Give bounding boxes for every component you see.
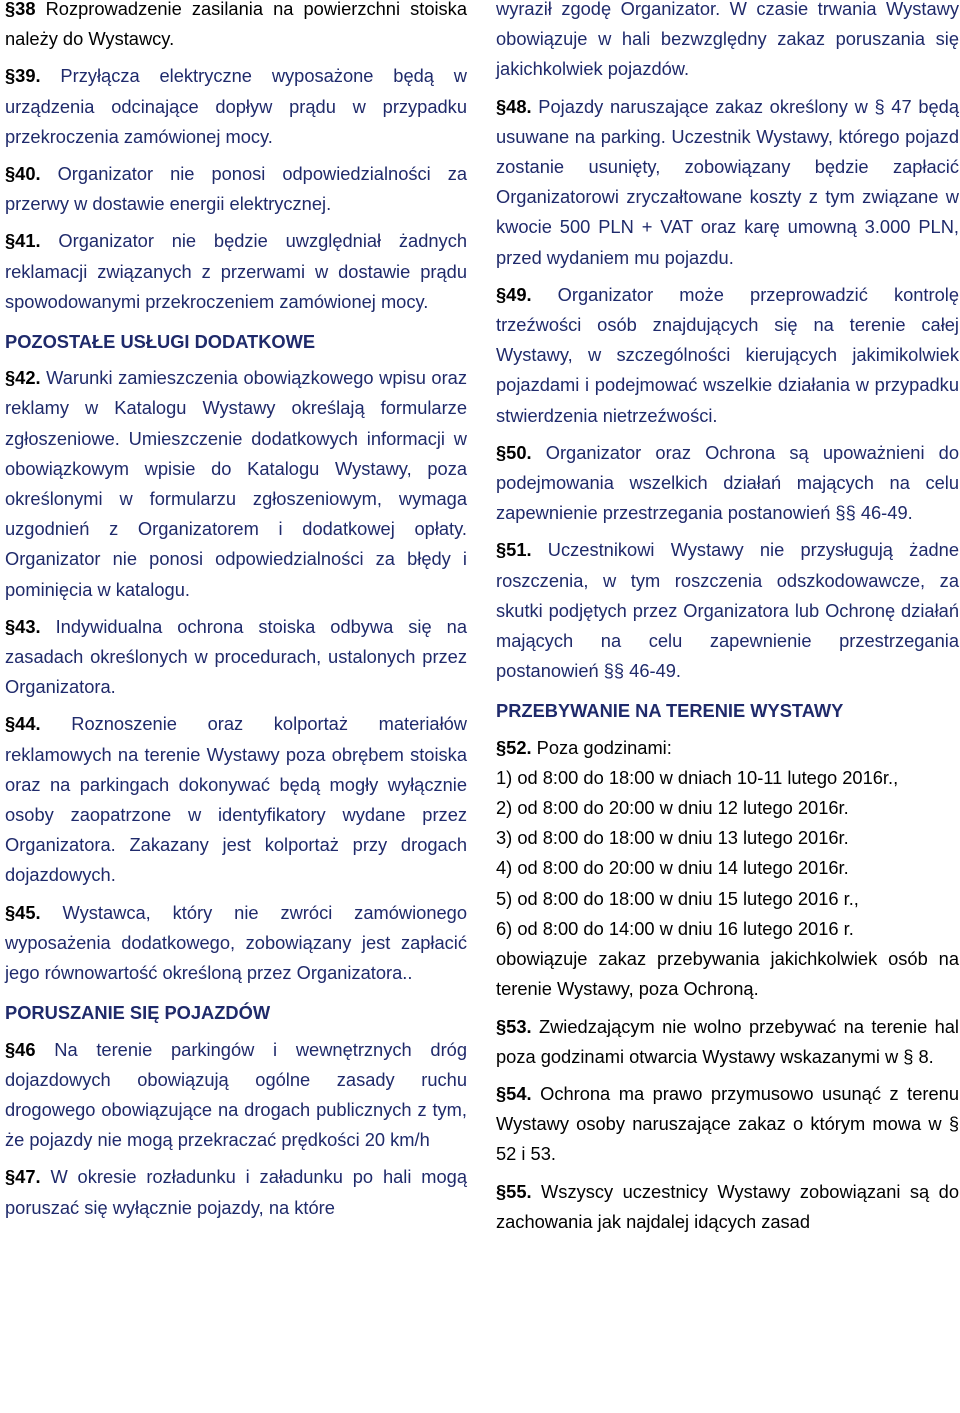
paragraph-text: Zwiedzającym nie wolno przebywać na terenie hal poza godzinami otwarcia Wystawy wskazanymi w § 8. bbox=[496, 1015, 959, 1067]
list-item: 6) od 8:00 do 14:00 w dniu 16 lutego 2016 r. bbox=[496, 917, 854, 939]
paragraph-number: §45. bbox=[5, 901, 41, 923]
paragraph-text: Organizator nie będzie uwzględniał żadnych reklamacji związanych z przerwami w dostawie prądu spowodowanymi przekroczeniem zamówionej mocy. bbox=[5, 230, 467, 312]
paragraph-text: Wszyscy uczestnicy Wystawy zobowiązani są do zachowania jak najdalej idących zasad bbox=[496, 1180, 959, 1232]
paragraph-number: §55. bbox=[496, 1180, 532, 1202]
paragraph-text: Warunki zamieszczenia obowiązkowego wpisu oraz reklamy w Katalogu Wystawy określają formularze zgłoszeniowe. Umieszczenie dodatkowych informacji w obowiązkowym wpisie do Katalogu Wystawy, poza określonymi w formularzu zgłoszeniowym, wymaga uzgodnień z Organizatorem i dodatkowej opłaty. Organizator nie ponosi odpowiedzialności za błędy i pominięcia w katalogu. bbox=[5, 367, 467, 600]
left-column bbox=[5, 0, 467, 1223]
paragraph-number: §44. bbox=[5, 713, 41, 735]
section-heading-vehicles: PORUSZANIE SIĘ POJAZDÓW bbox=[5, 1002, 271, 1024]
right-column bbox=[496, 0, 959, 1237]
paragraph-55 bbox=[496, 1177, 959, 1237]
paragraph-number: §54. bbox=[496, 1082, 532, 1104]
paragraph-number: §38 bbox=[5, 0, 36, 19]
list-item: 1) od 8:00 do 18:00 w dniach 10-11 lutego 2016r., bbox=[496, 766, 899, 788]
paragraph-text: Indywidualna ochrona stoiska odbywa się na zasadach określonych w procedurach, ustalonych przez Organizatora. bbox=[5, 615, 467, 698]
paragraph-number: §48. bbox=[496, 95, 532, 117]
list-item: 5) od 8:00 do 18:00 w dniu 15 lutego 2016 r., bbox=[496, 887, 859, 909]
paragraph-52 bbox=[496, 733, 959, 1005]
paragraph-text: Wystawca, który nie zwróci zamówionego wyposażenia dodatkowego, zobowiązany jest zapłacić jego równowartość określoną przez Organizatora.. bbox=[5, 901, 467, 984]
paragraph-text: wyraził zgodę Organizator. W czasie trwania Wystawy obowiązuje w hali bezwzględny zakaz poruszania się jakichkolwiek pojazdów. bbox=[496, 0, 959, 80]
paragraph-number: §40. bbox=[5, 163, 41, 185]
paragraph-text: Poza godzinami: bbox=[531, 736, 672, 758]
paragraph-text: Przyłącza elektryczne wyposażone będą w urządzenia odcinające dopływ prądu w przypadku przekroczenia zamówionej mocy. bbox=[5, 65, 467, 147]
paragraph-41 bbox=[5, 226, 467, 317]
paragraph-text: Organizator nie ponosi odpowiedzialności za przerwy w dostawie energii elektrycznej. bbox=[5, 163, 467, 215]
paragraph-number: §42. bbox=[5, 367, 41, 389]
paragraph-number: §49. bbox=[496, 283, 532, 305]
paragraph-39 bbox=[5, 61, 467, 152]
paragraph-40 bbox=[5, 159, 467, 219]
paragraph-number: §53. bbox=[496, 1015, 532, 1037]
section-heading-services: POZOSTAŁE USŁUGI DODATKOWE bbox=[5, 331, 316, 353]
paragraph-number: §39. bbox=[5, 65, 41, 87]
list-item: 2) od 8:00 do 20:00 w dniu 12 lutego 2016r. bbox=[496, 797, 849, 819]
paragraph-text: Pojazdy naruszające zakaz określony w § 47 będą usuwane na parking. Uczestnik Wystawy, którego pojazd zostanie usunięty, zobowiązany będzie zapłacić Organizatorowi zryczałtowane koszty z tym związane w kwocie 500 PLN + VAT oraz karę umowną 3.000 PLN, przed wydaniem mu pojazdu. bbox=[496, 95, 959, 268]
paragraph-42 bbox=[5, 363, 467, 605]
paragraph-number: §43. bbox=[5, 615, 41, 637]
paragraph-46 bbox=[5, 1035, 467, 1156]
paragraph-51 bbox=[496, 535, 959, 686]
paragraph-49 bbox=[496, 280, 959, 431]
paragraph-number: §46 bbox=[5, 1038, 36, 1060]
paragraph-53 bbox=[496, 1012, 959, 1072]
paragraph-text: Roznoszenie oraz kolportaż materiałów reklamowych na terenie Wystawy poza obrębem stoiska oraz na parkingach dokonywać będą mogły wyłącznie osoby zaopatrzone w identyfikatory wydane przez Organizatora. Zakazany jest kolportaż przy drogach dojazdowych. bbox=[5, 713, 467, 886]
paragraph-number: §51. bbox=[496, 539, 532, 561]
paragraph-number: §52. bbox=[496, 736, 532, 758]
paragraph-52-outro: obowiązuje zakaz przebywania jakichkolwiek osób na terenie Wystawy, poza Ochroną. bbox=[496, 948, 959, 1000]
paragraph-number: §50. bbox=[496, 441, 532, 463]
paragraph-text: W okresie rozładunku i załadunku po hali mogą poruszać się wyłącznie pojazdy, na które bbox=[5, 1166, 467, 1218]
paragraph-54 bbox=[496, 1079, 959, 1170]
paragraph-number: §47. bbox=[5, 1166, 41, 1188]
paragraph-43 bbox=[5, 612, 467, 703]
paragraph-45 bbox=[5, 898, 467, 989]
paragraph-text: Organizator oraz Ochrona są upoważnieni do podejmowania wszelkich działań mających na celu zapewnienie przestrzegania postanowień §§ 46-49. bbox=[496, 441, 959, 524]
paragraph-text: Na terenie parkingów i wewnętrznych dróg dojazdowych obowiązują ogólne zasady ruchu drogowego obowiązujące na drogach publicznych z tym, że pojazdy nie mogą przekraczać prędkości 20 km/h bbox=[5, 1038, 467, 1151]
paragraph-47 bbox=[5, 1162, 467, 1222]
paragraph-48 bbox=[496, 92, 959, 273]
paragraph-text: Uczestnikowi Wystawy nie przysługują żadne roszczenia, w tym roszczenia odszkodowawcze, za skutki podjętych przez Organizatora lub Ochronę działań mających na celu zapewnienie przestrzegania postanowień §§ 46-49. bbox=[496, 539, 959, 682]
paragraph-50 bbox=[496, 438, 959, 529]
paragraph-44 bbox=[5, 709, 467, 890]
paragraph-text: Organizator może przeprowadzić kontrolę trzeźwości osób znajdujących się na terenie całej Wystawy, w szczególności kierujących jakimikolwiek pojazdami i podejmować wszelkie działania w przypadku stwierdzenia nietrzeźwości. bbox=[496, 283, 959, 426]
paragraph-text: Rozprowadzenie zasilania na powierzchni stoiska należy do Wystawcy. bbox=[5, 0, 467, 50]
paragraph-text: Ochrona ma prawo przymusowo usunąć z terenu Wystawy osoby naruszające zakaz o którym mowa w § 52 i 53. bbox=[496, 1082, 959, 1165]
paragraph-number: §41. bbox=[5, 230, 41, 252]
paragraph-47-continued bbox=[496, 0, 959, 85]
paragraph-38 bbox=[5, 0, 467, 54]
paragraph-52-intro bbox=[496, 733, 959, 763]
list-item: 4) od 8:00 do 20:00 w dniu 14 lutego 2016r. bbox=[496, 857, 849, 879]
section-heading-stay: PRZEBYWANIE NA TERENIE WYSTAWY bbox=[496, 700, 844, 722]
list-item: 3) od 8:00 do 18:00 w dniu 13 lutego 2016r. bbox=[496, 827, 849, 849]
